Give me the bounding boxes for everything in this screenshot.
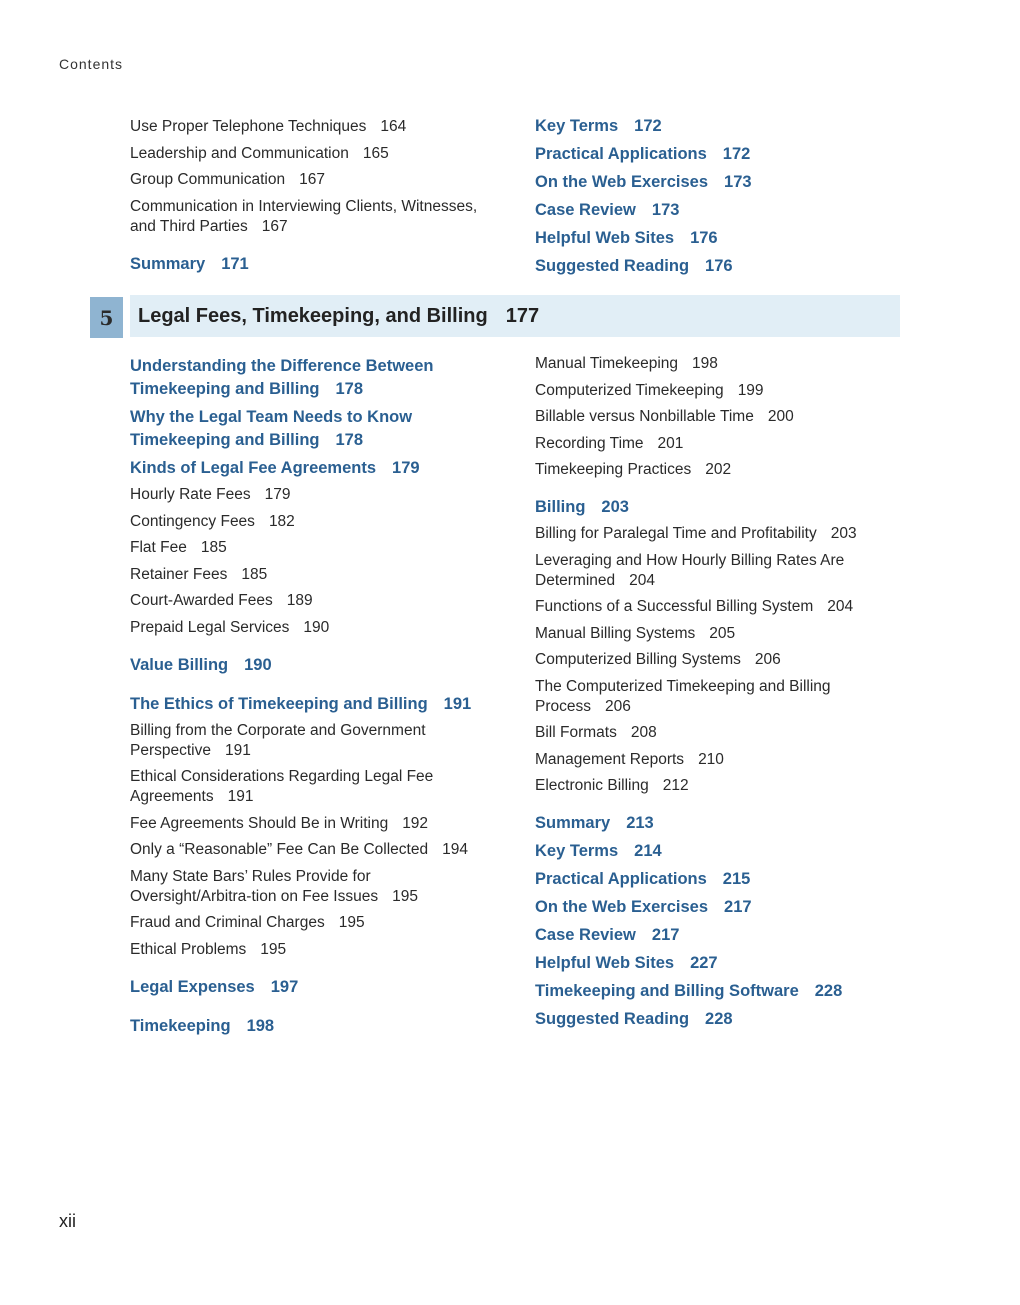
toc-page-number: 190	[244, 655, 272, 674]
toc-page-number: 198	[246, 1016, 275, 1035]
toc-page-number: 194	[442, 841, 468, 858]
toc-entry-title: Timekeeping	[130, 1016, 231, 1035]
toc-entry-title: Ethical Considerations Regarding Legal Fee Agreements	[130, 768, 434, 805]
toc-entry-title: Flat Fee	[130, 539, 187, 556]
toc-section-heading[interactable]	[130, 457, 495, 480]
toc-entry-title: Bill Formats	[535, 724, 617, 741]
toc-entry-title: Billing from the Corporate and Government Perspective	[130, 721, 426, 759]
toc-entry-title: Timekeeping Practices	[535, 461, 692, 478]
toc-page-number: 172	[634, 117, 662, 135]
toc-entry-title: Billing	[535, 498, 586, 516]
toc-column-right	[535, 354, 860, 1036]
toc-entry-title: Manual Timekeeping	[535, 355, 679, 372]
toc-entry[interactable]	[535, 524, 860, 544]
toc-entry-title: Case Review	[535, 926, 636, 944]
toc-column-left	[130, 355, 495, 1043]
toc-entry-title: Use Proper Telephone Techniques	[130, 118, 367, 135]
toc-page-number: 203	[601, 498, 629, 516]
toc-entry-title: Billing for Paralegal Time and Profitability	[535, 525, 817, 542]
toc-entry-title: Suggested Reading	[535, 1010, 690, 1028]
toc-section-heading[interactable]	[130, 693, 495, 716]
toc-section-heading[interactable]	[535, 115, 900, 138]
toc-section-heading[interactable]	[130, 253, 495, 276]
toc-entry[interactable]	[130, 565, 495, 585]
toc-page-number: 195	[392, 887, 418, 905]
toc-entry[interactable]	[130, 512, 495, 532]
toc-section-heading[interactable]	[535, 143, 900, 166]
toc-entry[interactable]	[130, 814, 495, 834]
toc-page-number: 203	[830, 525, 857, 542]
toc-entry-title: On the Web Exercises	[535, 898, 709, 916]
toc-entry[interactable]	[130, 913, 495, 933]
toc-section-heading[interactable]	[535, 924, 860, 947]
toc-entry[interactable]	[130, 170, 495, 190]
toc-entry[interactable]	[535, 460, 860, 480]
toc-entry-title: Retainer Fees	[130, 565, 228, 583]
toc-entry[interactable]	[130, 538, 495, 558]
toc-entry-title: Functions of a Successful Billing System	[535, 598, 814, 615]
toc-entry-title: Fee Agreements Should Be in Writing	[130, 814, 389, 832]
toc-entry-title: Fraud and Criminal Charges	[130, 914, 325, 931]
toc-entry-title: Helpful Web Sites	[535, 229, 675, 247]
toc-entry-title: Management Reports	[535, 750, 685, 768]
chapter-title-text: Legal Fees, Timekeeping, and Billing	[138, 305, 488, 327]
toc-page-number: 179	[392, 459, 420, 477]
toc-entry[interactable]	[535, 434, 860, 454]
toc-page-number: 205	[709, 624, 736, 642]
toc-entry[interactable]	[130, 618, 495, 638]
toc-entry-title: Understanding the Difference Between Timekeeping and Billing	[130, 357, 434, 398]
toc-page-number: 201	[657, 434, 684, 452]
toc-entry-title: Case Review	[535, 201, 636, 219]
toc-section-heading[interactable]	[130, 355, 495, 401]
toc-page-number: 185	[200, 539, 227, 556]
toc-entry-title: Why the Legal Team Needs to Know Timekeeping and Billing	[130, 408, 413, 449]
toc-page-number: 190	[303, 618, 330, 636]
toc-page-number: 215	[722, 870, 751, 888]
toc-entry-title: Electronic Billing	[535, 777, 649, 794]
running-head: Contents	[59, 56, 124, 72]
toc-section-heading[interactable]	[535, 1008, 860, 1031]
chapter-title[interactable]	[138, 305, 539, 328]
toc-section-heading[interactable]	[535, 171, 900, 194]
toc-entry[interactable]	[535, 407, 860, 427]
toc-entry-title: Ethical Problems	[130, 940, 247, 958]
toc-entry[interactable]	[130, 940, 495, 960]
toc-entry[interactable]	[130, 721, 495, 761]
toc-entry-title: Leveraging and How Hourly Billing Rates Are Determined	[535, 551, 845, 589]
toc-entry-title: Practical Applications	[535, 870, 707, 888]
toc-section-heading[interactable]	[130, 406, 495, 452]
toc-entry-title: The Computerized Timekeeping and Billing Process	[535, 677, 831, 715]
toc-section-heading[interactable]	[535, 199, 900, 222]
toc-page-number: 165	[362, 144, 389, 162]
toc-entry[interactable]	[130, 867, 495, 907]
toc-page-number: 191	[227, 788, 254, 805]
toc-section-heading[interactable]	[535, 812, 860, 835]
toc-entry-title: Value Billing	[130, 655, 229, 674]
toc-entry[interactable]	[535, 551, 860, 591]
toc-section-heading[interactable]	[535, 980, 860, 1003]
toc-page-number: 227	[690, 954, 718, 972]
toc-entry-title: Summary	[130, 254, 206, 273]
toc-entry-title: Hourly Rate Fees	[130, 486, 251, 503]
toc-page-number: 189	[286, 592, 313, 609]
toc-entry[interactable]	[535, 354, 860, 374]
toc-entry[interactable]	[535, 624, 860, 644]
toc-entry-title: Timekeeping and Billing Software	[535, 982, 799, 1000]
toc-page-number: 176	[705, 257, 733, 275]
toc-page-number: 228	[814, 982, 843, 1000]
toc-section-heading[interactable]	[535, 255, 900, 278]
toc-section-heading[interactable]	[130, 654, 495, 677]
chapter-number: 5	[90, 297, 123, 338]
toc-page-number: 195	[338, 914, 365, 931]
toc-entry[interactable]	[130, 591, 495, 611]
toc-page-number: 171	[221, 254, 249, 273]
toc-page-number: 191	[443, 694, 472, 713]
toc-page-number: 212	[662, 777, 689, 794]
toc-page-number: 176	[690, 229, 718, 247]
toc-entry-title: Only a “Reasonable” Fee Can Be Collected	[130, 841, 429, 858]
toc-page-number: 206	[605, 697, 631, 715]
toc-entry[interactable]	[130, 197, 495, 237]
toc-entry-title: Computerized Timekeeping	[535, 381, 724, 399]
toc-page-number: 178	[335, 380, 364, 398]
toc-entry-title: Billable versus Nonbillable Time	[535, 408, 754, 425]
toc-entry-title: Legal Expenses	[130, 977, 255, 996]
toc-section-heading[interactable]	[130, 976, 495, 999]
toc-section-heading[interactable]	[535, 896, 860, 919]
toc-page-number: 195	[260, 940, 287, 958]
toc-entry[interactable]	[130, 767, 495, 807]
toc-entry[interactable]	[535, 677, 860, 717]
toc-page-number: 178	[335, 431, 364, 449]
toc-section-heading[interactable]	[535, 868, 860, 891]
toc-entry-title: On the Web Exercises	[535, 173, 709, 191]
toc-entry-title: Recording Time	[535, 434, 644, 452]
toc-page-number: 192	[402, 814, 429, 832]
toc-entry-title: Key Terms	[535, 842, 619, 860]
toc-entry-title: Computerized Billing Systems	[535, 651, 741, 668]
toc-entry-title: Many State Bars’ Rules Provide for Oversight/Arbitra-tion on Fee Issues	[130, 867, 379, 905]
toc-section-heading[interactable]	[535, 227, 900, 250]
toc-entry[interactable]	[535, 776, 860, 796]
toc-page-number: 217	[651, 926, 680, 944]
toc-section-heading[interactable]	[130, 1015, 495, 1038]
toc-page-number: 167	[299, 171, 325, 188]
toc-page-number: 206	[754, 651, 781, 668]
toc-entry-title: Contingency Fees	[130, 512, 255, 530]
toc-section-heading[interactable]	[535, 840, 860, 863]
toc-page-number: 173	[724, 173, 752, 191]
toc-entry[interactable]	[130, 117, 495, 137]
toc-entry-title: Communication in Interviewing Clients, Witnesses, and Third Parties	[130, 197, 478, 235]
toc-entry[interactable]	[535, 597, 860, 617]
toc-page-number: 199	[737, 381, 764, 399]
toc-entry-title: Summary	[535, 814, 611, 832]
toc-entry-title: The Ethics of Timekeeping and Billing	[130, 694, 428, 713]
toc-page-number: 179	[264, 486, 291, 503]
toc-entry[interactable]	[535, 723, 860, 743]
toc-page-number: 210	[698, 750, 724, 768]
toc-entry-title: Group Communication	[130, 171, 286, 188]
toc-entry-title: Manual Billing Systems	[535, 624, 696, 642]
toc-entry[interactable]	[130, 144, 495, 164]
toc-page-number: 208	[630, 724, 657, 741]
toc-section-heading[interactable]	[535, 952, 860, 975]
toc-entry[interactable]	[130, 485, 495, 505]
toc-page-number: 228	[705, 1010, 733, 1028]
toc-page-number: 214	[634, 842, 662, 860]
toc-page-number: 198	[692, 355, 718, 372]
toc-entry-title: Practical Applications	[535, 145, 707, 163]
toc-page-number: 202	[705, 461, 732, 478]
toc-entry[interactable]	[130, 840, 495, 860]
toc-page-number: 204	[827, 598, 854, 615]
toc-page-number: 204	[629, 571, 655, 589]
toc-entry-title: Key Terms	[535, 117, 619, 135]
toc-page-number: 173	[651, 201, 680, 219]
chapter-page-number: 177	[505, 305, 540, 327]
toc-entry-title: Suggested Reading	[535, 257, 690, 275]
toc-page-number: 191	[224, 741, 251, 759]
toc-page-number: 167	[261, 217, 288, 235]
toc-section-heading[interactable]	[535, 496, 860, 519]
toc-page-number: 185	[241, 565, 268, 583]
toc-page-number: 197	[270, 977, 299, 996]
toc-page-number: 172	[722, 145, 751, 163]
toc-page-number: 182	[268, 512, 295, 530]
toc-page-number: 213	[626, 814, 654, 832]
toc-page-number: 164	[380, 118, 407, 135]
toc-entry-title: Kinds of Legal Fee Agreements	[130, 459, 377, 477]
toc-entry-title: Court-Awarded Fees	[130, 592, 273, 609]
toc-page-number: 200	[767, 408, 794, 425]
toc-entry-title: Leadership and Communication	[130, 144, 349, 162]
toc-entry[interactable]	[535, 650, 860, 670]
toc-entry[interactable]	[535, 750, 860, 770]
toc-entry[interactable]	[535, 381, 860, 401]
toc-page-number: 217	[724, 898, 752, 916]
toc-entry-title: Prepaid Legal Services	[130, 618, 290, 636]
page-folio: xii	[59, 1211, 76, 1231]
toc-column-top-left	[130, 117, 495, 281]
toc-entry-title: Helpful Web Sites	[535, 954, 675, 972]
toc-column-top-right	[535, 115, 900, 283]
